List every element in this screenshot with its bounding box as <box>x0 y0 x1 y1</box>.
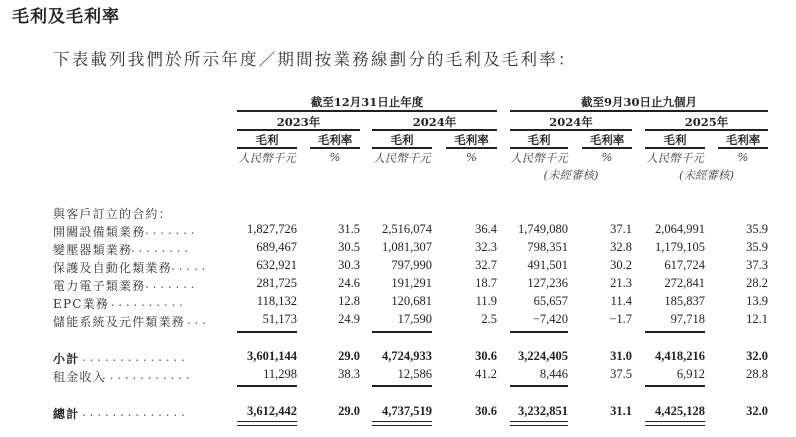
cell-gross-profit: 4,418,216 <box>655 349 705 363</box>
total-double-rule <box>237 421 297 426</box>
cell-gross-profit: 632,921 <box>256 258 297 272</box>
cell-gross-profit: 65,657 <box>533 294 568 308</box>
cell-gross-margin: 32.8 <box>610 240 632 254</box>
dot-leader: .............. <box>82 350 189 364</box>
cell-gross-margin: 31.0 <box>610 349 632 363</box>
cell-gross-margin: 38.3 <box>338 367 360 381</box>
col-gp-2025-9m: 毛利 <box>663 133 687 147</box>
col-gpm-2025-9m: 毛利率 <box>725 133 761 147</box>
total-double-rule <box>510 421 568 426</box>
row-label: 變壓器類業務 <box>53 243 133 257</box>
col-gpm-2024-9m: 毛利率 <box>589 133 625 147</box>
cell-gross-profit: −7,420 <box>532 312 568 326</box>
cell-gross-profit: 272,841 <box>664 276 705 290</box>
cell-gross-profit: 4,724,933 <box>382 349 432 363</box>
cell-gross-margin: 28.8 <box>746 367 768 381</box>
cell-gross-margin: 12.1 <box>746 312 768 326</box>
header-year-2023: 2023年 <box>276 115 321 129</box>
cell-gross-profit: 6,912 <box>676 367 705 381</box>
rule-year-2024-9m <box>510 129 632 131</box>
cell-gross-profit: 1,749,080 <box>518 222 568 236</box>
col-gpm-2024: 毛利率 <box>454 133 489 147</box>
cell-gross-profit: 8,446 <box>539 367 568 381</box>
dot-leader: .............. <box>82 405 189 419</box>
row-label: 小計 <box>53 352 80 366</box>
cell-gross-profit: 4,737,519 <box>382 404 432 418</box>
col-gp-2024-9m: 毛利 <box>527 133 551 147</box>
cell-gross-margin: 18.7 <box>475 276 497 290</box>
dot-leader: ........ <box>131 241 192 255</box>
row-label: EPC業務 <box>53 297 110 311</box>
cell-gross-margin: 11.9 <box>475 294 497 308</box>
cell-gross-profit: 1,081,307 <box>382 240 432 254</box>
cell-gross-profit: 12,586 <box>397 367 432 381</box>
sum-rule <box>510 385 568 387</box>
intro-paragraph: 下表載列我們於所示年度／期間按業務線劃分的毛利及毛利率： <box>53 50 577 69</box>
unit-gpm: % <box>329 150 341 164</box>
cell-gross-profit: 120,681 <box>391 294 432 308</box>
dot-leader: ....... <box>145 223 199 237</box>
cell-gross-profit: 191,291 <box>391 276 432 290</box>
cell-gross-profit: 97,718 <box>670 312 705 326</box>
total-double-rule <box>372 421 432 426</box>
cell-gross-margin: 21.3 <box>610 276 632 290</box>
rule-col <box>718 147 768 149</box>
unaudited-note-2025: (未經審核) <box>679 168 734 182</box>
cell-gross-profit: 798,351 <box>527 240 568 254</box>
cell-gross-margin: 24.6 <box>338 276 360 290</box>
cell-gross-margin: 2.5 <box>481 312 497 326</box>
sum-rule <box>372 385 432 387</box>
sum-rule <box>510 331 568 333</box>
row-label: 儲能系統及元件類業務 <box>53 315 186 329</box>
rule-year-2024 <box>372 129 497 131</box>
row-label: 總計 <box>53 407 80 421</box>
cell-gross-profit: 3,224,405 <box>518 349 568 363</box>
cell-gross-profit: 281,725 <box>256 276 297 290</box>
unit-gp: 人民幣千元 <box>646 151 704 165</box>
col-gpm-2023: 毛利率 <box>317 133 353 147</box>
cell-gross-profit: 491,501 <box>527 258 568 272</box>
cell-gross-margin: 41.2 <box>475 367 497 381</box>
sum-rule <box>645 331 705 333</box>
cell-gross-margin: 32.0 <box>746 404 768 418</box>
cell-gross-margin: 24.9 <box>338 312 360 326</box>
header-year-2024: 2024年 <box>412 115 457 129</box>
sum-rule <box>237 385 297 387</box>
cell-gross-profit: 2,064,991 <box>655 222 705 236</box>
dot-leader: ....... <box>145 277 199 291</box>
rule-col <box>310 147 360 149</box>
section-title: 毛利及毛利率 <box>12 7 120 27</box>
cell-gross-margin: 30.2 <box>610 258 632 272</box>
cell-gross-profit: 185,837 <box>664 294 705 308</box>
total-double-rule <box>645 421 705 426</box>
cell-gross-margin: 30.6 <box>475 404 497 418</box>
cell-gross-profit: 617,724 <box>664 258 705 272</box>
cell-gross-profit: 797,990 <box>391 258 432 272</box>
cell-gross-margin: 11.4 <box>610 294 632 308</box>
rule-year-2025-9m <box>645 129 768 131</box>
rule-year-2023 <box>237 129 360 131</box>
header-group-nine-months: 截至9月30日止九個月 <box>580 95 697 109</box>
rule-group-9m <box>510 110 768 112</box>
cell-gross-margin: 32.7 <box>475 258 497 272</box>
sum-rule <box>237 331 297 333</box>
cell-gross-margin: 37.5 <box>610 367 632 381</box>
cell-gross-profit: 689,467 <box>256 240 297 254</box>
cell-gross-profit: 3,612,442 <box>247 404 297 418</box>
cell-gross-profit: 4,425,128 <box>655 404 705 418</box>
sum-rule <box>372 331 432 333</box>
unit-gpm: % <box>466 150 477 164</box>
cell-gross-profit: 1,179,105 <box>655 240 705 254</box>
row-label: 保護及自動化類業務 <box>53 261 172 275</box>
cell-gross-profit: 17,590 <box>397 312 432 326</box>
unit-gp: 人民幣千元 <box>238 151 296 165</box>
cell-gross-profit: 2,516,074 <box>382 222 432 236</box>
rule-col <box>446 147 497 149</box>
cell-gross-margin: 29.0 <box>338 404 360 418</box>
dot-leader: ............ <box>102 368 194 382</box>
sum-rule <box>645 385 705 387</box>
dot-leader: ........... <box>103 295 187 309</box>
cell-gross-margin: 37.1 <box>610 222 632 236</box>
col-gp-2024: 毛利 <box>390 133 414 147</box>
cell-gross-margin: 12.8 <box>338 294 360 308</box>
cell-gross-margin: 36.4 <box>475 222 497 236</box>
cell-gross-margin: 37.3 <box>746 258 768 272</box>
rule-col <box>645 147 705 149</box>
cell-gross-margin: 35.9 <box>746 240 768 254</box>
row-label: 電力電子類業務 <box>53 279 146 293</box>
rule-group-fy <box>237 110 497 112</box>
cell-gross-margin: 32.0 <box>746 349 768 363</box>
cell-gross-profit: 3,232,851 <box>518 404 568 418</box>
rule-col <box>237 147 297 149</box>
rule-col <box>510 147 568 149</box>
cell-gross-margin: 30.5 <box>338 240 360 254</box>
unit-gpm: % <box>737 150 749 164</box>
cell-gross-profit: 127,236 <box>527 276 568 290</box>
rule-col <box>582 147 632 149</box>
cell-gross-margin: 13.9 <box>746 294 768 308</box>
dot-leader: ... <box>187 313 210 327</box>
unaudited-note-2024: (未經審核) <box>543 168 599 182</box>
cell-gross-margin: 30.6 <box>475 349 497 363</box>
cell-gross-profit: 51,173 <box>262 312 297 326</box>
row-label: 租金收入 <box>53 370 106 384</box>
cell-gross-margin: 28.2 <box>746 276 768 290</box>
cell-gross-margin: 31.5 <box>338 222 360 236</box>
cell-gross-profit: 3,601,144 <box>247 349 297 363</box>
row-label: 開關設備類業務 <box>53 225 146 239</box>
cell-gross-profit: 1,827,726 <box>247 222 297 236</box>
col-gp-2023: 毛利 <box>255 133 279 147</box>
unit-gpm: % <box>601 150 613 164</box>
cell-gross-profit: 118,132 <box>256 294 297 308</box>
cell-gross-margin: 29.0 <box>338 349 360 363</box>
cell-gross-margin: 30.3 <box>338 258 360 272</box>
header-group-fiscal-year: 截至12月31日止年度 <box>310 95 424 109</box>
cell-gross-margin: 32.3 <box>475 240 497 254</box>
cell-gross-margin: 31.1 <box>610 404 632 418</box>
cell-gross-profit: 11,298 <box>263 367 297 381</box>
dot-leader: ..... <box>171 259 210 273</box>
rule-col <box>372 147 432 149</box>
unit-gp: 人民幣千元 <box>373 151 431 165</box>
section-label-contracts: 與客戶訂立的合約： <box>53 207 172 221</box>
unit-gp: 人民幣千元 <box>510 151 568 165</box>
cell-gross-margin: −1.7 <box>609 312 632 326</box>
header-year-2025-9m: 2025年 <box>684 115 729 129</box>
header-year-2024-9m: 2024年 <box>549 115 593 129</box>
cell-gross-margin: 35.9 <box>746 222 768 236</box>
